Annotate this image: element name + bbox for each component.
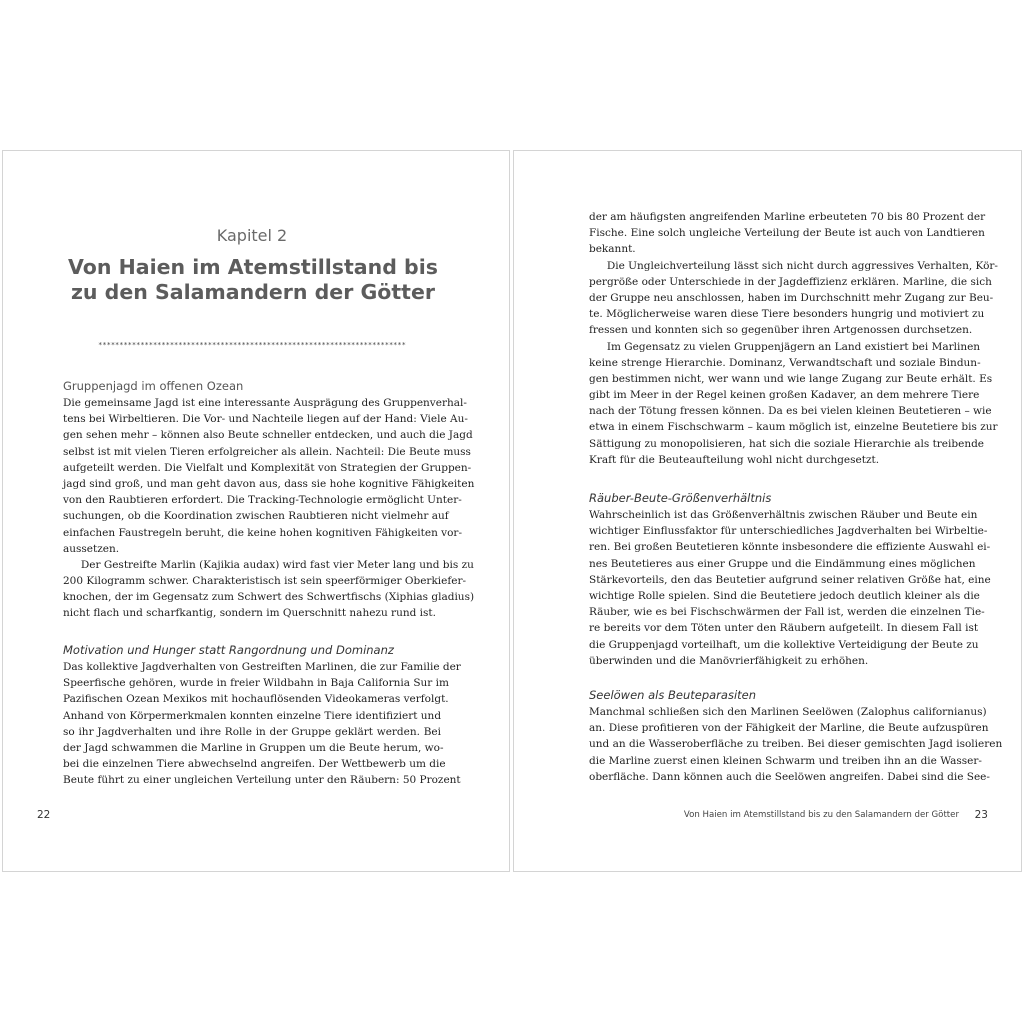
text-line: nes Beutetieres aus einer Gruppe und die Eindämmung eines möglichen bbox=[589, 557, 976, 570]
text-line: oberfläche. Dann können auch die Seelöwen angreifen. Dabei sind die See- bbox=[589, 770, 990, 783]
text-line: tens bei Wirbeltieren. Die Vor- und Nachteile liegen auf der Hand: Viele Au- bbox=[63, 413, 468, 426]
text-line: aufgeteilt werden. Die Vielfalt und Komplexität von Strategien der Gruppen- bbox=[63, 461, 472, 474]
text-line: an. Diese profitieren von der Fähigkeit der Marline, die Beute aufzuspüren bbox=[589, 722, 989, 735]
section-heading: Räuber-Beute-Größenverhältnis bbox=[589, 491, 772, 505]
text-line: Speerfische gehören, wurde in freier Wildbahn in Baja California Sur im bbox=[63, 677, 449, 690]
text-line: Räuber, wie es bei Fischschwärmen der Fall ist, werden die einzelnen Tie- bbox=[589, 606, 985, 619]
page-number: 23 bbox=[974, 809, 988, 821]
text-line: und an die Wasseroberfläche zu treiben. Bei dieser gemischten Jagd isolieren bbox=[589, 738, 1003, 751]
text-block bbox=[63, 659, 461, 789]
text-line: die Gruppenjagd vorteilhaft, um die kollektive Verteidigung der Beute zu bbox=[589, 638, 979, 651]
text-line: der Jagd schwammen die Marline in Gruppen um die Beute herum, wo- bbox=[63, 741, 444, 754]
text-line: re bereits vor dem Töten unter den Räubern aufgeteilt. In diesem Fall ist bbox=[589, 622, 979, 635]
text-line: bekannt. bbox=[589, 243, 636, 256]
text-line: bei die einzelnen Tiere abwechselnd angreifen. Der Wettbewerb um die bbox=[63, 758, 446, 771]
text-line: selbst ist mit vielen Tieren erfolgreicher als allein. Nachteil: Die Beute muss bbox=[63, 445, 471, 458]
text-line: Manchmal schließen sich den Marlinen Seelöwen (Zalophus californianus) bbox=[589, 706, 987, 718]
text-line: der Gruppe neu anschlossen, haben im Durchschnitt mehr Zugang zur Beu- bbox=[589, 291, 994, 304]
text-line: Fische. Eine solch ungleiche Verteilung der Beute ist auch von Landtieren bbox=[589, 227, 985, 240]
text-line: Stärkevorteils, den das Beutetier aufgrund seiner relativen Größe hat, eine bbox=[589, 573, 991, 586]
text-line: von den Raubtieren erfordert. Die Tracking-Technologie ermöglicht Unter- bbox=[63, 494, 462, 507]
section-heading: Seelöwen als Beuteparasiten bbox=[589, 688, 757, 702]
text-line: suchungen, ob die Koordination zwischen Raubtieren nicht vielmehr auf bbox=[63, 510, 449, 523]
separator: ************************************************************************* bbox=[98, 341, 406, 349]
text-line: Wahrscheinlich ist das Größenverhältnis zwischen Räuber und Beute ein bbox=[589, 509, 978, 521]
text-block bbox=[589, 704, 1003, 785]
text-line: 200 Kilogramm schwer. Charakteristisch ist sein speerförmiger Oberkiefer- bbox=[63, 575, 467, 588]
text-block bbox=[63, 395, 475, 622]
text-line: nach der Tötung fressen können. Da es bei vielen kleinen Beutetieren – wie bbox=[589, 405, 992, 418]
text-line: Kraft für die Beuteaufteilung wohl nicht durchgesetzt. bbox=[589, 453, 880, 466]
text-line: Sättigung zu monopolisieren, hat sich die soziale Hierarchie als treibende bbox=[589, 437, 985, 450]
text-line: gibt im Meer in der Regel keinen großen Kadaver, an dem mehrere Tiere bbox=[589, 389, 980, 402]
text-line: nicht flach und scharfkantig, sondern im Querschnitt nahezu rund ist. bbox=[63, 607, 436, 620]
text-line: gen bestimmen nicht, wer wann und wie lange Zugang zur Beute erhält. Es bbox=[589, 372, 993, 385]
page-number: 22 bbox=[37, 809, 51, 821]
text-block bbox=[589, 209, 998, 468]
right-page bbox=[513, 150, 1022, 872]
left-page bbox=[2, 150, 510, 872]
text-line: aussetzen. bbox=[63, 542, 120, 555]
text-line: überwinden und die Manövrierfähigkeit zu erhöhen. bbox=[589, 654, 869, 667]
text-line: Die Ungleichverteilung lässt sich nicht durch aggressives Verhalten, Kör- bbox=[606, 259, 998, 272]
chapter-title-line: Von Haien im Atemstillstand bis bbox=[68, 255, 438, 279]
text-line: etwa in einem Fischschwarm – kaum möglich ist, einzelne Beutetiere bis zur bbox=[589, 421, 998, 434]
chapter-label: Kapitel 2 bbox=[216, 226, 288, 245]
text-line: Pazifischen Ozean Mexikos mit hochauflösenden Videokameras verfolgt. bbox=[63, 693, 449, 706]
text-line: Beute führt zu einer ungleichen Verteilung unter den Räubern: 50 Prozent bbox=[63, 774, 461, 787]
section-heading: Gruppenjagd im offenen Ozean bbox=[63, 379, 244, 393]
text-line: knochen, der im Gegensatz zum Schwert des Schwertfischs (Xiphias gladius) bbox=[63, 591, 475, 604]
text-line: jagd sind groß, und man geht davon aus, dass sie hohe kognitive Fähigkeiten bbox=[63, 477, 475, 490]
text-line: te. Möglicherweise waren diese Tiere besonders hungrig und motiviert zu bbox=[589, 308, 985, 321]
text-line: Anhand von Körpermerkmalen konnten einzelne Tiere identifiziert und bbox=[63, 709, 442, 722]
text-line: Das kollektive Jagdverhalten von Gestreiften Marlinen, die zur Familie der bbox=[63, 661, 461, 673]
text-line: Im Gegensatz zu vielen Gruppenjägern an Land existiert bei Marlinen bbox=[606, 340, 981, 353]
text-line: fressen und konnten sich so gegenüber ihren Artgenossen durchsetzen. bbox=[589, 324, 973, 337]
text-line: pergröße oder Unterschiede in der Jagdeffizienz erklären. Marline, die sich bbox=[589, 275, 992, 288]
text-line: gen sehen mehr – können also Beute schneller entdecken, und auch die Jagd bbox=[63, 429, 473, 442]
chapter-title bbox=[43, 255, 463, 305]
text-line: wichtiger Einflussfaktor für unterschiedliches Jagdverhalten bei Wirbeltie- bbox=[589, 525, 988, 538]
text-block bbox=[589, 507, 991, 669]
running-head: Von Haien im Atemstillstand bis zu den Salamandern der Götter bbox=[683, 810, 959, 820]
text-line: ren. Bei großen Beutetieren könnte insbesondere die effiziente Auswahl ei- bbox=[589, 541, 991, 554]
text-line: Der Gestreifte Marlin (Kajikia audax) wird fast vier Meter lang und bis zu bbox=[80, 558, 474, 571]
text-line: der am häufigsten angreifenden Marline erbeuteten 70 bis 80 Prozent der bbox=[589, 211, 986, 223]
text-line: die Marline zuerst einen kleinen Schwarm und treiben ihn an die Wasser- bbox=[589, 754, 982, 767]
chapter-title-line: zu den Salamandern der Götter bbox=[71, 280, 435, 304]
text-line: Die gemeinsame Jagd ist eine interessante Ausprägung des Gruppenverhal- bbox=[63, 397, 467, 409]
text-line: wichtige Rolle spielen. Sind die Beutetiere jedoch deutlich kleiner als die bbox=[589, 589, 980, 602]
section-heading: Motivation und Hunger statt Rangordnung und Dominanz bbox=[63, 643, 394, 657]
text-line: keine strenge Hierarchie. Dominanz, Verwandtschaft und soziale Bindun- bbox=[589, 356, 981, 369]
text-line: so ihr Jagdverhalten und ihre Rolle in der Gruppe geklärt werden. Bei bbox=[63, 725, 441, 738]
text-line: einfachen Faustregeln beruht, die keine hohen kognitiven Fähigkeiten vor- bbox=[63, 526, 462, 539]
